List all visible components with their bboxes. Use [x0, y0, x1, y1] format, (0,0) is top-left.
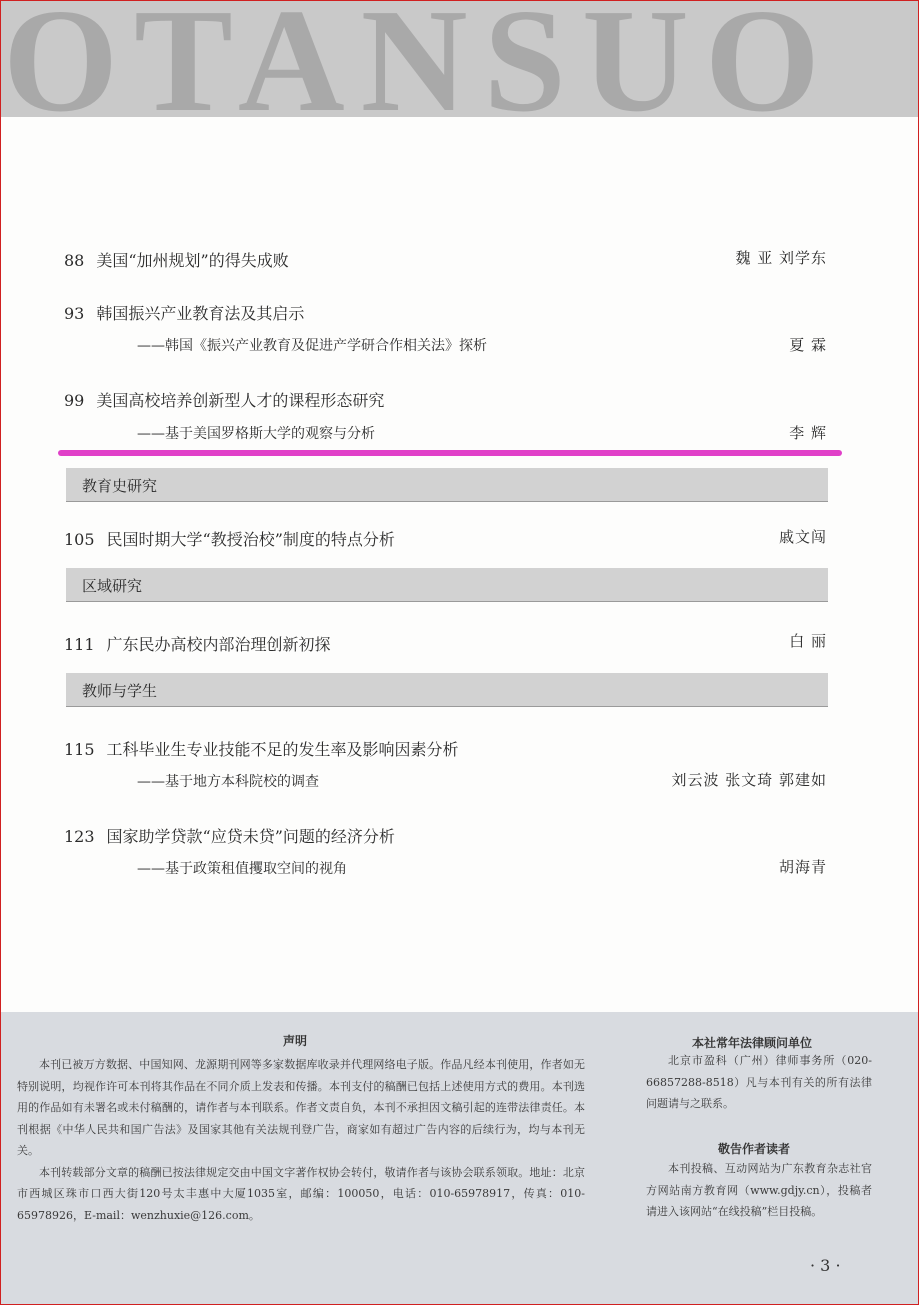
notice-body — [17, 1054, 585, 1226]
toc-page-number: 111 — [64, 635, 95, 654]
header-banner — [1, 1, 918, 117]
toc-entry-title[interactable] — [64, 737, 459, 760]
section-title: 区域研究 — [82, 577, 143, 595]
toc-subtitle: ——基于政策租值攫取空间的视角 — [137, 861, 347, 877]
notice-paragraph: 本刊转载部分文章的稿酬已按法律规定交由中国文字著作权协会转付，敬请作者与该协会联系领取。地址：北京市西城区珠市口西大街120号太丰惠中大厦1035室，邮编：100050，电话：010-65978917，传真：010-65978926，E-mail：wenzhuxie@126.com。 — [17, 1165, 585, 1222]
toc-author: 李 辉 — [789, 424, 827, 442]
toc-subtitle: ——基于地方本科院校的调查 — [137, 774, 319, 790]
toc-title-text: 美国“加州规划”的得失成败 — [96, 251, 289, 270]
readers-title: 敬告作者读者 — [718, 1142, 791, 1156]
toc-title-text: 广东民办高校内部治理创新初探 — [106, 635, 331, 654]
toc-page-number: 99 — [64, 391, 85, 410]
toc-subtitle: ——韩国《振兴产业教育及促进产学研合作相关法》探析 — [137, 338, 487, 354]
toc-page-number: 105 — [64, 530, 95, 549]
toc-author: 夏 霖 — [789, 336, 827, 354]
toc-author: 胡海青 — [778, 858, 827, 876]
toc-entry-title[interactable] — [64, 388, 384, 411]
section-title: 教师与学生 — [82, 682, 158, 700]
notice-title: 声明 — [283, 1034, 308, 1048]
toc-title-text: 工科毕业生专业技能不足的发生率及影响因素分析 — [106, 740, 459, 759]
section-title: 教育史研究 — [82, 477, 158, 495]
toc-entry-title[interactable] — [64, 824, 395, 847]
section-header — [66, 468, 828, 502]
toc-page-number: 88 — [64, 251, 85, 270]
highlight-underline — [58, 450, 842, 456]
toc-entry-title[interactable] — [64, 527, 395, 550]
legal-body — [646, 1050, 872, 1115]
toc-entry-title[interactable] — [64, 248, 289, 271]
readers-body — [646, 1158, 872, 1223]
toc-page-number: 115 — [64, 740, 95, 759]
section-header — [66, 673, 828, 707]
toc-title-text: 美国高校培养创新型人才的课程形态研究 — [96, 391, 385, 410]
toc-subtitle: ——基于美国罗格斯大学的观察与分析 — [137, 426, 375, 442]
toc-author: 魏 亚 刘学东 — [735, 249, 827, 267]
toc-title-text: 韩国振兴产业教育法及其启示 — [96, 304, 305, 323]
banner-wordmark: OTANSUO — [3, 1, 836, 117]
toc-page-number: 93 — [64, 304, 85, 323]
legal-text: 北京市盈科（广州）律师事务所（020-66857288-8518）凡与本刊有关的所有法律问题请与之联系。 — [646, 1054, 872, 1110]
readers-text: 本刊投稿、互动网站为广东教育杂志社官方网站南方教育网（www.gdjy.cn），投稿者请进入该网站“在线投稿”栏目投稿。 — [646, 1162, 872, 1218]
toc-author: 戚文闯 — [778, 528, 827, 546]
toc-author: 刘云波 张文琦 郭建如 — [671, 771, 827, 789]
toc-page-number: 123 — [64, 827, 95, 846]
toc-title-text: 国家助学贷款“应贷未贷”问题的经济分析 — [106, 827, 395, 846]
toc-entry-title[interactable] — [64, 632, 331, 655]
page-number: · 3 · — [810, 1256, 841, 1275]
legal-title: 本社常年法律顾问单位 — [692, 1036, 813, 1050]
toc-author: 白 丽 — [789, 632, 827, 650]
section-header — [66, 568, 828, 602]
toc-entry-title[interactable] — [64, 301, 304, 324]
toc-title-text: 民国时期大学“教授治校”制度的特点分析 — [106, 530, 395, 549]
notice-paragraph: 本刊已被万方数据、中国知网、龙源期刊网等多家数据库收录并代理网络电子版。作品凡经本刊使用，作者如无特别说明，均视作许可本刊将其作品在不同介质上发表和传播。本刊支付的稿酬已包括上述使用方式的费用。本刊选用的作品如有未署名或未付稿酬的，请作者与本刊联系。作者文责自负，本刊不承担因文稿引起的连带法律责任。本刊根据《中华人民共和国广告法》及国家其他有关法规刊登广告，商家如有超过广告内容的后续行为，均与本刊无关。 — [17, 1058, 585, 1157]
